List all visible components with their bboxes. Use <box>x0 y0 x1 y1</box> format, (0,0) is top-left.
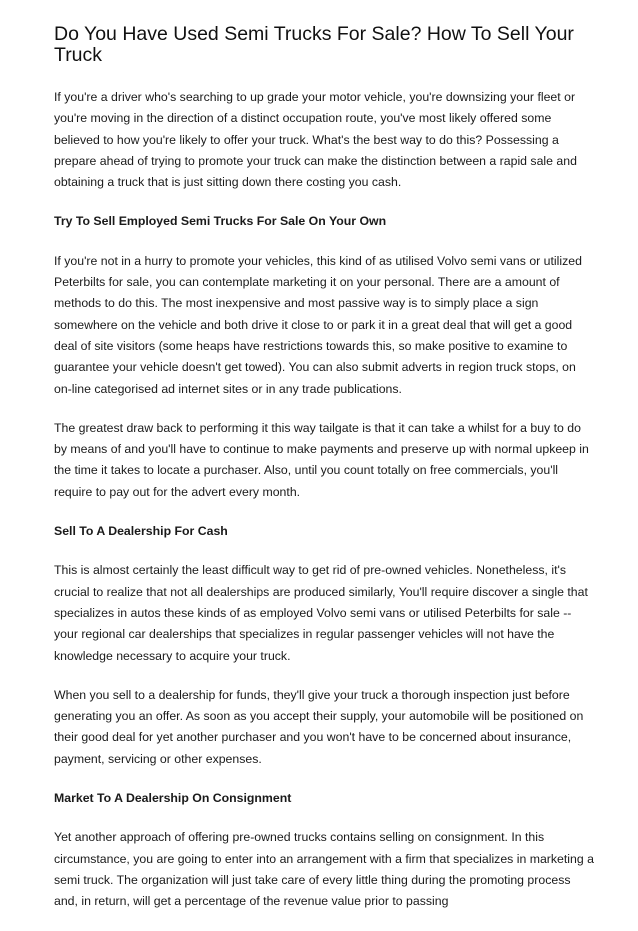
document-page <box>54 24 594 931</box>
section-heading-sell-on-own: Try To Sell Employed Semi Trucks For Sale On Your Own <box>54 214 387 229</box>
section-heading-consignment: Market To A Dealership On Consignment <box>54 791 292 806</box>
paragraph-sell-on-own-1: If you're not in a hurry to promote your vehicles, this kind of as utilised Volvo semi vans or utilized Peterbilts for sale, you can contemplate marketing it on your personal. There are a amount of methods to do this. The most inexpensive and most passive way is to simply place a sign somewhere on the vehicle and both drive it close to or park it in a great deal that will get a good deal of site visitors (some heaps have restrictions towards this, so make positive to examine to guarantee your vehicle doesn't get towed). You can also submit adverts in region truck stops, on on-line categorised ad internet sites or in any trade publications. <box>54 253 582 396</box>
paragraph-sell-on-own-2: The greatest draw back to performing it this way tailgate is that it can take a whilst for a buy to do by means of and you'll have to continue to make payments and preserve up with normal upkeep in the time it takes to locate a purchaser. Also, until you count totally on free commercials, you'll require to pay out for the advert every month. <box>54 420 589 499</box>
paragraph-dealership-cash-1: This is almost certainly the least difficult way to get rid of pre-owned vehicles. Nonetheless, it's crucial to realize that not all dealerships are produced similarly, You'll require discover a single that specializes in autos these kinds of as employed Volvo semi vans or utilised Peterbilts for sale -- your regional car dealerships that specializes in regular passenger vehicles will not have the knowledge necessary to acquire your truck. <box>54 563 588 663</box>
section-heading-dealership-cash: Sell To A Dealership For Cash <box>54 524 228 539</box>
page-title: Do You Have Used Semi Trucks For Sale? How To Sell Your Truck <box>54 23 574 66</box>
intro-paragraph: If you're a driver who's searching to up grade your motor vehicle, you're downsizing your fleet or you're moving in the direction of a distinct occupation route, you've most likely offered some believed to how you're likely to offer your truck. What's the best way to do this? Possessing a prepare ahead of trying to promote your truck can make the distinction between a rapid sale and obtaining a truck that is just sitting down there costing you cash. <box>54 90 577 190</box>
paragraph-dealership-cash-2: When you sell to a dealership for funds, they'll give your truck a thorough inspection just before generating you an offer. As soon as you accept their supply, your automobile will be positioned on their good deal for yet another purchaser and you won't have to be concerned about insurance, payment, servicing or other expenses. <box>54 687 584 766</box>
paragraph-consignment-1: Yet another approach of offering pre-owned trucks contains selling on consignment. In this circumstance, you are going to enter into an arrangement with a firm that specializes in marketing a semi truck. The organization will just take care of every little thing during the promoting process and, in return, will get a percentage of the revenue value prior to passing <box>54 830 594 909</box>
